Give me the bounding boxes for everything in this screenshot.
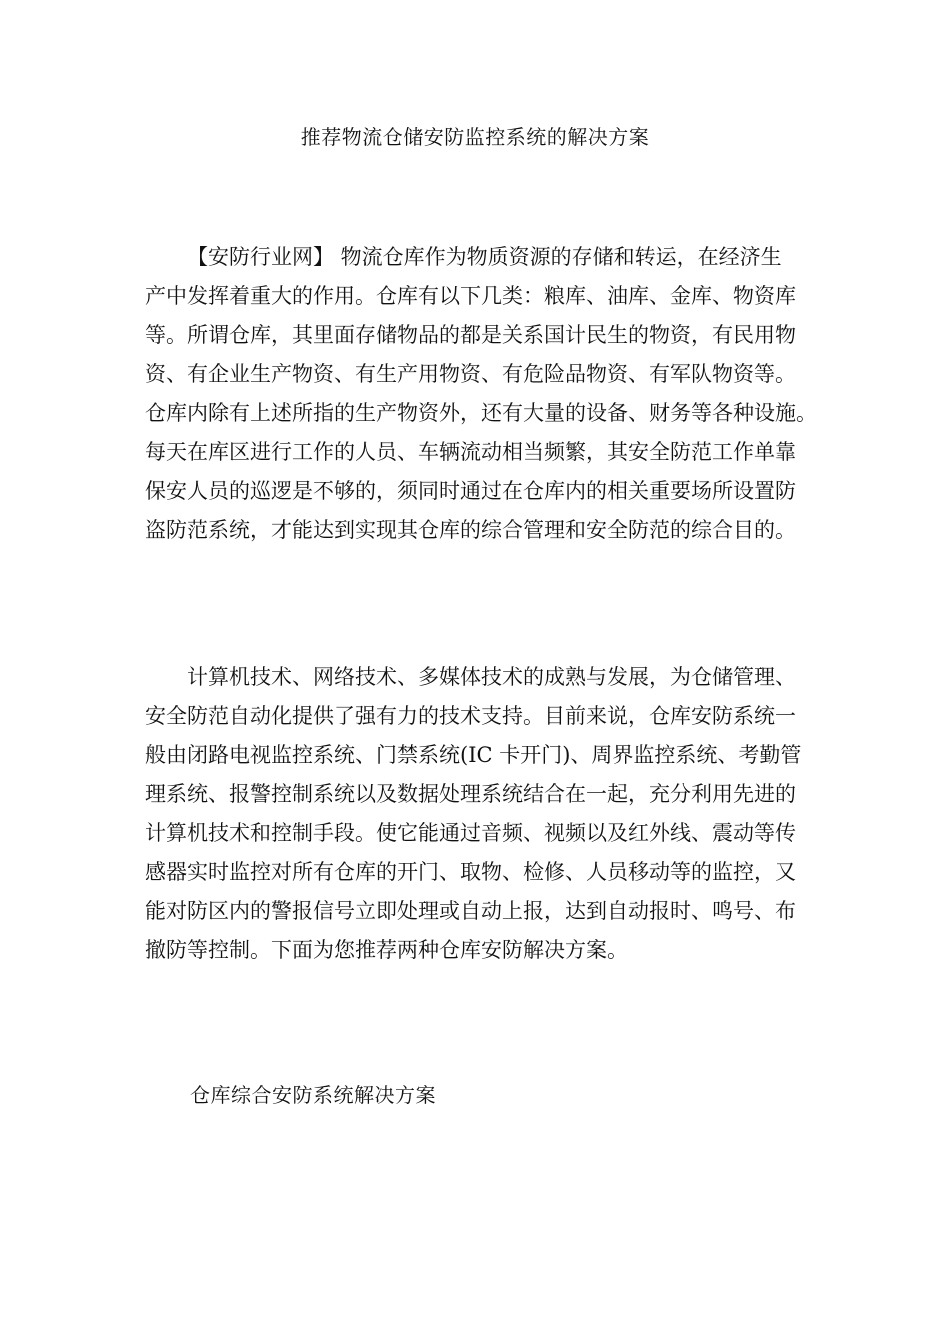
paragraph-line: 撤防等控制。下面为您推荐两种仓库安防解决方案。: [145, 938, 628, 962]
paragraph-2: [145, 658, 808, 970]
paragraph-line: 【安防行业网】 物流仓库作为物质资源的存储和转运，在经济生: [187, 245, 782, 269]
paragraph-line: 计算机技术、网络技术、多媒体技术的成熟与发展，为仓储管理、: [187, 665, 796, 689]
document-title: 推荐物流仓储安防监控系统的解决方案: [300, 125, 650, 149]
paragraph-line: 感器实时监控对所有仓库的开门、取物、检修、人员移动等的监控，又: [145, 860, 796, 884]
paragraph-1: [145, 238, 817, 550]
paragraph-line: 盗防范系统，才能达到实现其仓库的综合管理和安全防范的综合目的。: [145, 518, 796, 542]
section-heading: 仓库综合安防系统解决方案: [190, 1083, 436, 1107]
paragraph-line: 计算机技术和控制手段。使它能通过音频、视频以及红外线、震动等传: [145, 821, 796, 845]
paragraph-line: 般由闭路电视监控系统、门禁系统(IC 卡开门)、周界监控系统、考勤管: [145, 743, 802, 767]
paragraph-line: 仓库内除有上述所指的生产物资外，还有大量的设备、财务等各种设施。: [145, 401, 817, 425]
paragraph-line: 等。所谓仓库，其里面存储物品的都是关系国计民生的物资，有民用物: [145, 323, 796, 347]
paragraph-line: 每天在库区进行工作的人员、车辆流动相当频繁，其安全防范工作单靠: [145, 440, 796, 464]
paragraph-line: 能对防区内的警报信号立即处理或自动上报，达到自动报时、鸣号、布: [145, 899, 796, 923]
paragraph-line: 产中发挥着重大的作用。仓库有以下几类：粮库、油库、金库、物资库: [145, 284, 796, 308]
paragraph-line: 保安人员的巡逻是不够的，须同时通过在仓库内的相关重要场所设置防: [145, 479, 796, 503]
paragraph-line: 安全防范自动化提供了强有力的技术支持。目前来说，仓库安防系统一: [145, 704, 796, 728]
paragraph-line: 理系统、报警控制系统以及数据处理系统结合在一起，充分利用先进的: [145, 782, 796, 806]
paragraph-line: 资、有企业生产物资、有生产用物资、有危险品物资、有军队物资等。: [145, 362, 796, 386]
